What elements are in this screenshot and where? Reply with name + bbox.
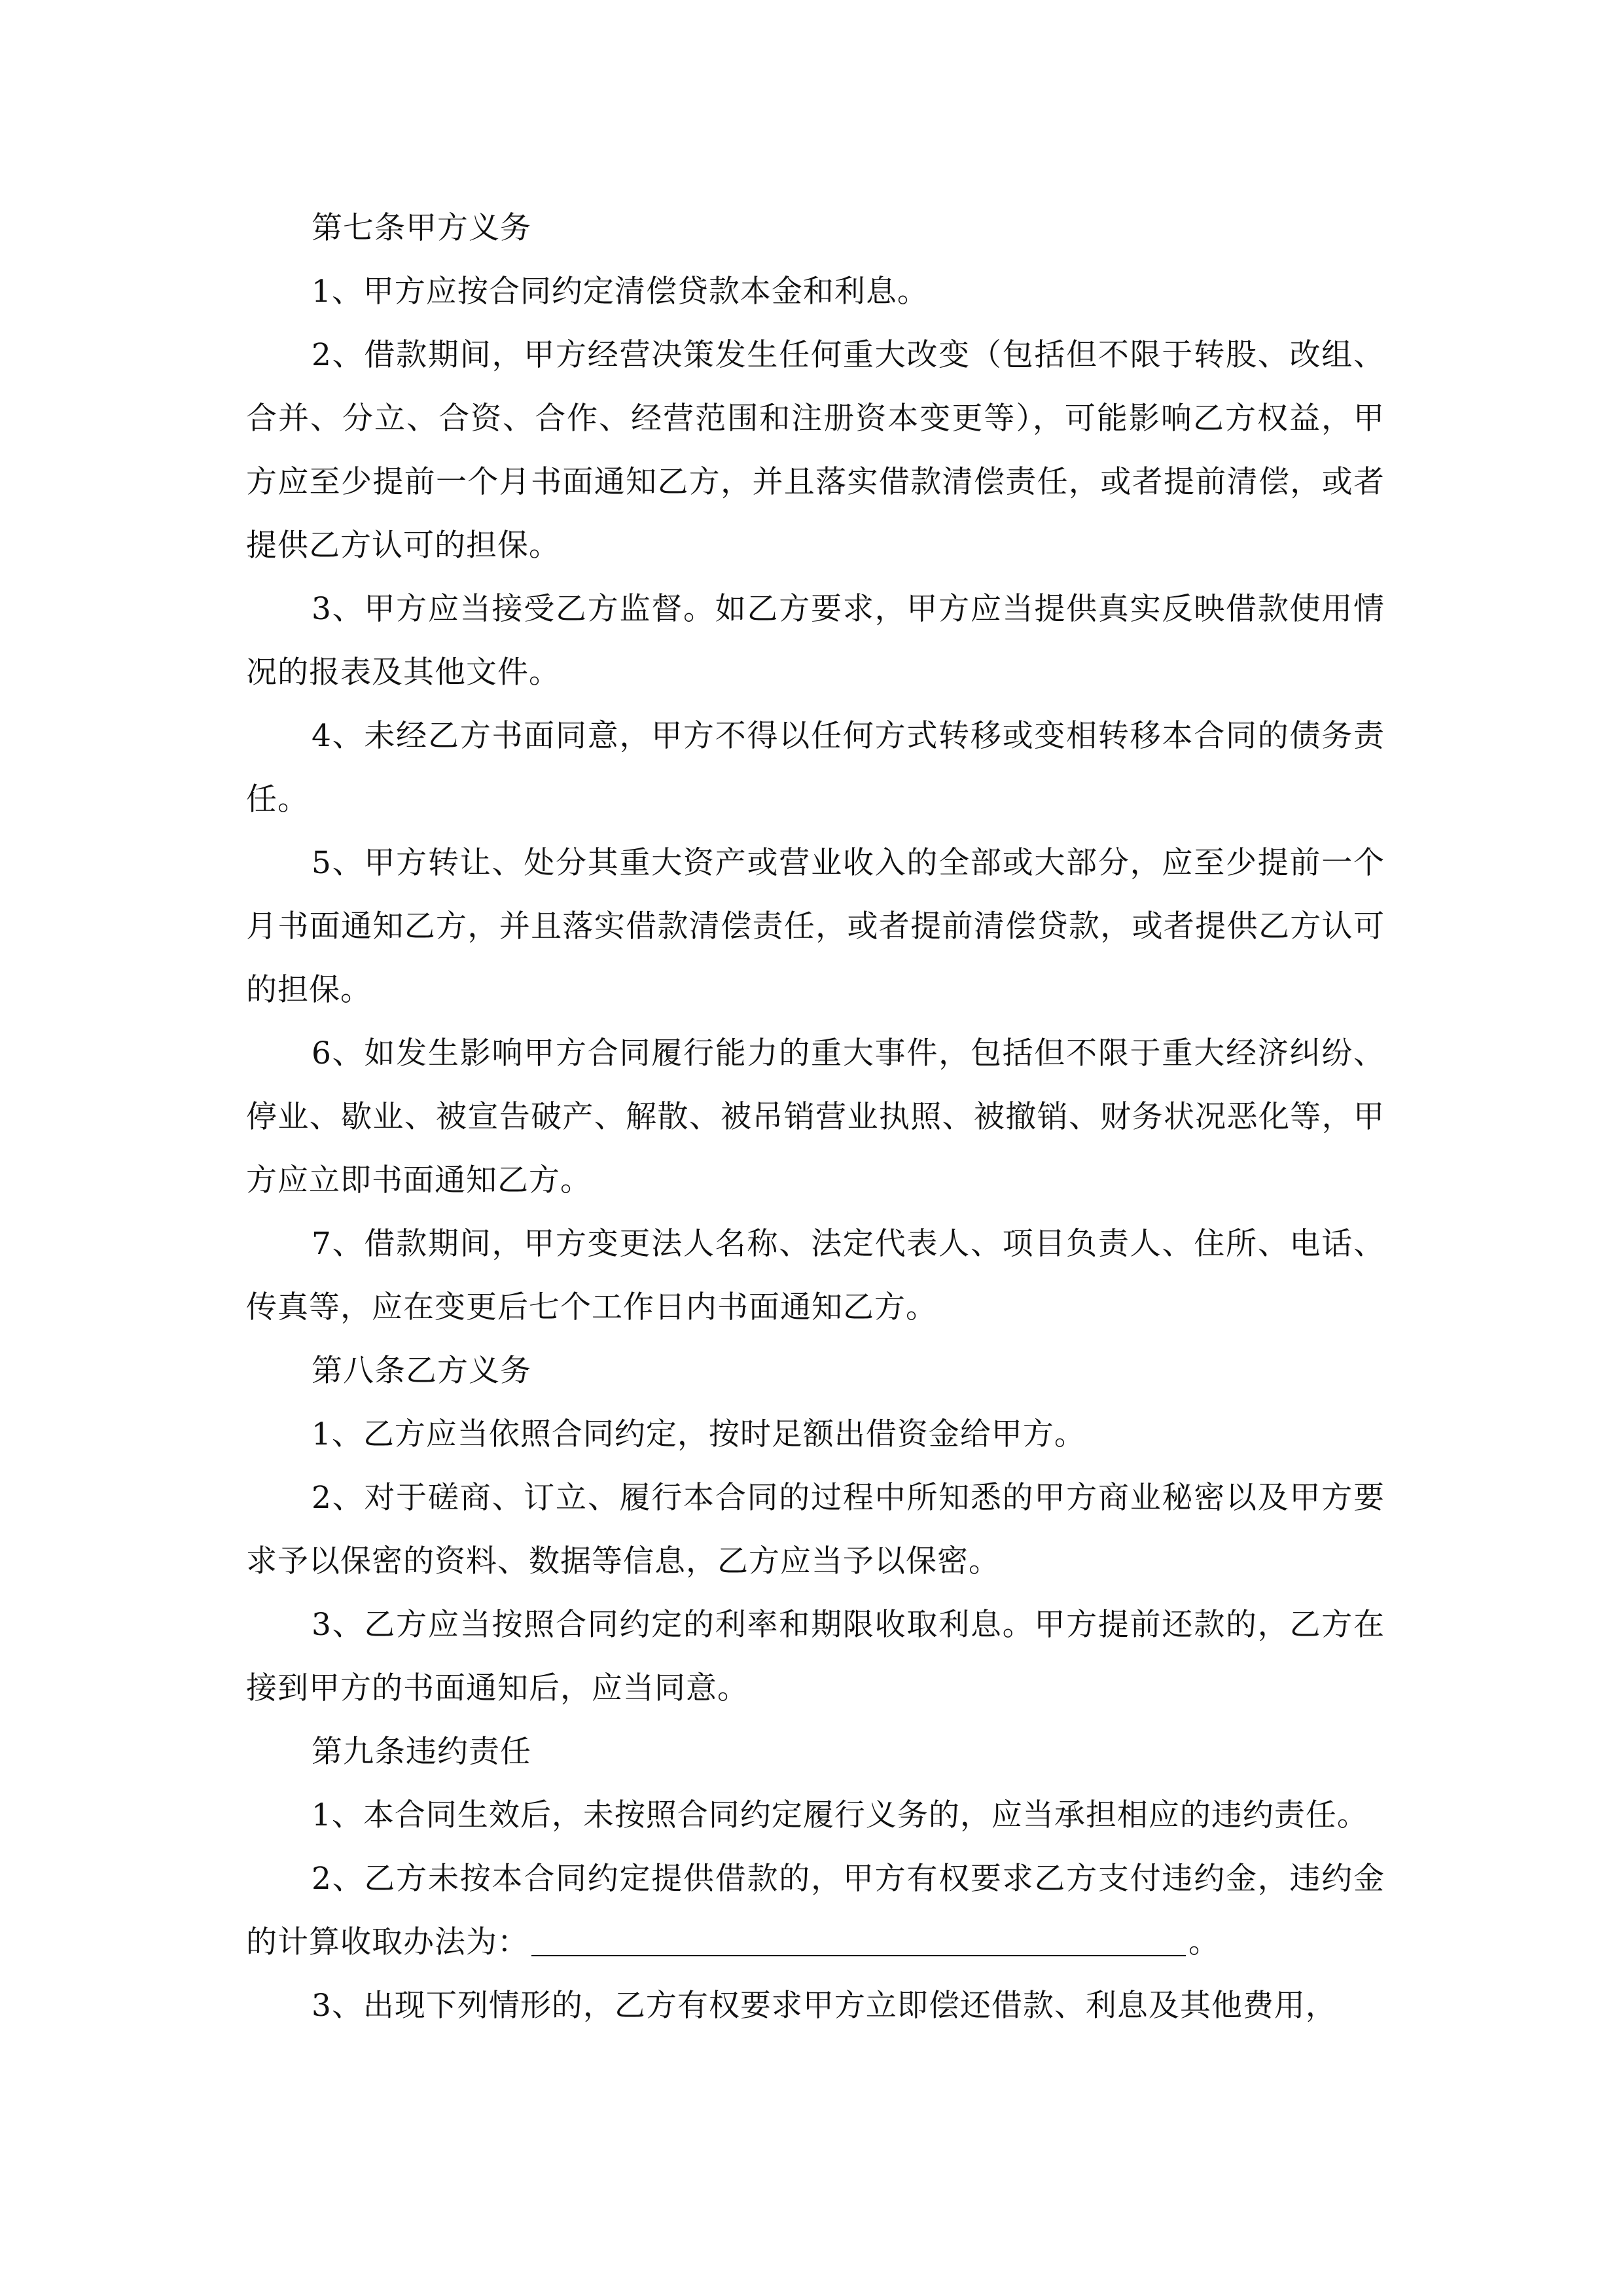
article-8-item-2: 2、对于磋商、订立、履行本合同的过程中所知悉的甲方商业秘密以及甲方要求予以保密的资料、数据等信息，乙方应当予以保密。 bbox=[246, 1480, 1385, 1579]
article-9-heading: 第九条违约责任 bbox=[312, 1734, 531, 1770]
article-7-item-4: 4、未经乙方书面同意，甲方不得以任何方式转移或变相转移本合同的债务责任。 bbox=[246, 718, 1385, 817]
article-8-item-3: 3、乙方应当按照合同约定的利率和期限收取利息。甲方提前还款的，乙方在接到甲方的书面通知后，应当同意。 bbox=[246, 1607, 1385, 1706]
article-9-item-2-text: 2、乙方未按本合同约定提供借款的，甲方有权要求乙方支付违约金，违约金的计算收取办法为： bbox=[246, 1861, 1385, 1960]
article-7-item-7: 7、借款期间，甲方变更法人名称、法定代表人、项目负责人、住所、电话、传真等，应在变更后七个工作日内书面通知乙方。 bbox=[246, 1226, 1385, 1325]
article-8-heading: 第八条乙方义务 bbox=[312, 1353, 531, 1389]
article-9-item-2 bbox=[246, 1847, 1385, 1974]
article-7-item-5: 5、甲方转让、处分其重大资产或营业收入的全部或大部分，应至少提前一个月书面通知乙方，并且落实借款清偿责任，或者提前清偿贷款，或者提供乙方认可的担保。 bbox=[246, 845, 1385, 1008]
article-7-item-1: 1、甲方应按合同约定清偿贷款本金和利息。 bbox=[312, 274, 929, 310]
article-8-item-1: 1、乙方应当依照合同约定，按时足额出借资金给甲方。 bbox=[312, 1416, 1086, 1452]
article-9-item-1: 1、本合同生效后，未按照合同约定履行义务的，应当承担相应的违约责任。 bbox=[312, 1797, 1368, 1833]
article-7-heading: 第七条甲方义务 bbox=[312, 210, 531, 246]
article-7-item-6: 6、如发生影响甲方合同履行能力的重大事件，包括但不限于重大经济纠纷、停业、歇业、被宣告破产、解散、被吊销营业执照、被撤销、财务状况恶化等，甲方应立即书面通知乙方。 bbox=[246, 1035, 1385, 1198]
article-9-item-3: 3、出现下列情形的，乙方有权要求甲方立即偿还借款、利息及其他费用， bbox=[312, 1988, 1337, 2024]
contract-page bbox=[246, 196, 1385, 2037]
fill-in-blank-line[interactable] bbox=[531, 1954, 1186, 1956]
article-7-item-2: 2、借款期间，甲方经营决策发生任何重大改变（包括但不限于转股、改组、合并、分立、合资、合作、经营范围和注册资本变更等），可能影响乙方权益，甲方应至少提前一个月书面通知乙方，并且落实借款清偿责任，或者提前清偿，或者提供乙方认可的担保。 bbox=[246, 337, 1385, 564]
article-9-item-2-end: 。 bbox=[1188, 1924, 1220, 1960]
article-7-item-3: 3、甲方应当接受乙方监督。如乙方要求，甲方应当提供真实反映借款使用情况的报表及其他文件。 bbox=[246, 591, 1385, 691]
